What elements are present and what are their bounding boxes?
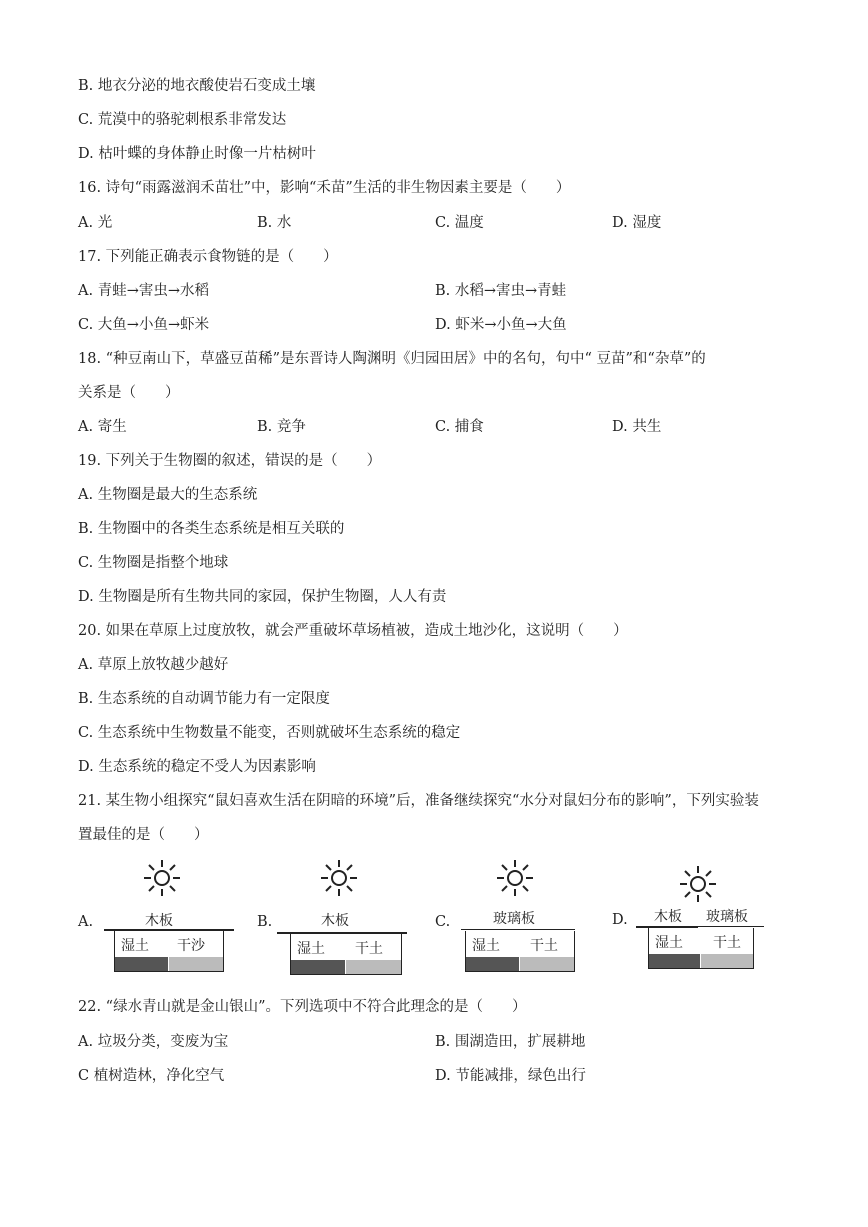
left-soil-label: 湿土	[472, 938, 500, 954]
q18-option-d: D. 共生	[612, 419, 662, 435]
figure-letter: A.	[78, 914, 94, 930]
lid-right-label: 玻璃板	[706, 909, 748, 925]
figure-letter: D.	[612, 912, 628, 928]
q20-option-a: A. 草原上放牧越少越好	[78, 657, 229, 673]
q16-stem: 16. 诗句“雨露滋润禾苗壮”中，影响“禾苗”生活的非生物因素主要是（ ）	[78, 180, 571, 196]
left-soil-label: 湿土	[121, 938, 149, 954]
figure-letter: C.	[435, 914, 451, 930]
sun-icon	[319, 858, 359, 898]
q21-figure-b	[257, 858, 427, 978]
dry-soil-strip	[346, 960, 401, 974]
dry-soil-strip	[169, 957, 223, 971]
right-soil-label: 干土	[713, 935, 741, 951]
q19-stem: 19. 下列关于生物圈的叙述，错误的是（ ）	[78, 453, 382, 469]
lid-label: 木板	[145, 913, 173, 929]
q21-figure-a	[78, 858, 248, 978]
tray	[114, 931, 224, 972]
q21-stem-line2: 置最佳的是（ ）	[78, 827, 209, 843]
q18-option-b: B. 竞争	[257, 419, 306, 435]
lid-left-label: 木板	[654, 909, 682, 925]
q17-stem: 17. 下列能正确表示食物链的是（ ）	[78, 249, 338, 265]
q19-option-c: C. 生物圈是指整个地球	[78, 555, 229, 571]
q22-option-b: B. 围湖造田，扩展耕地	[435, 1034, 586, 1050]
figure-letter: B.	[257, 914, 273, 930]
left-soil-label: 湿土	[297, 941, 325, 957]
right-soil-label: 干土	[355, 941, 383, 957]
lid-label: 玻璃板	[493, 911, 535, 927]
q18-option-c: C. 捕食	[435, 419, 484, 435]
q22-option-d: D. 节能减排，绿色出行	[435, 1068, 586, 1084]
q18-stem-line2: 关系是（ ）	[78, 385, 180, 401]
q15-option-b: B. 地衣分泌的地衣酸使岩石变成土壤	[78, 78, 316, 94]
dry-soil-strip	[520, 957, 574, 971]
right-soil-label: 干沙	[177, 938, 205, 954]
q19-option-a: A. 生物圈是最大的生态系统	[78, 487, 258, 503]
left-soil-label: 湿土	[655, 935, 683, 951]
q18-stem-line1: 18. “种豆南山下，草盛豆苗稀”是东晋诗人陶渊明《归园田居》中的名句，句中“ 豆苗”和“杂草”的	[78, 351, 706, 367]
dry-soil-strip	[701, 954, 753, 968]
q16-option-a: A. 光	[78, 215, 113, 231]
q22-stem: 22. “绿水青山就是金山银山”。下列选项中不符合此理念的是（ ）	[78, 999, 527, 1015]
q21-figure-c	[435, 858, 605, 978]
q20-stem: 20. 如果在草原上过度放牧，就会严重破坏草场植被，造成土地沙化，这说明（ ）	[78, 623, 628, 639]
sun-icon	[142, 858, 182, 898]
wet-soil-strip	[115, 957, 168, 971]
q17-option-c: C. 大鱼→小鱼→虾米	[78, 317, 210, 333]
sun-icon	[495, 858, 535, 898]
sun-icon	[678, 864, 718, 904]
right-soil-label: 干土	[530, 938, 558, 954]
tray	[648, 928, 754, 969]
lid-label: 木板	[321, 913, 349, 929]
q20-option-d: D. 生态系统的稳定不受人为因素影响	[78, 759, 316, 775]
q20-option-c: C. 生态系统中生物数量不能变，否则就破坏生态系统的稳定	[78, 725, 461, 741]
q15-option-c: C. 荒漠中的骆驼刺根系非常发达	[78, 112, 287, 128]
q19-option-b: B. 生物圈中的各类生态系统是相互关联的	[78, 521, 345, 537]
q17-option-d: D. 虾米→小鱼→大鱼	[435, 317, 567, 333]
q16-option-c: C. 温度	[435, 215, 484, 231]
q22-option-a: A. 垃圾分类，变废为宝	[78, 1034, 229, 1050]
q17-option-b: B. 水稻→害虫→青蛙	[435, 283, 567, 299]
tray	[465, 931, 575, 972]
wet-soil-strip	[291, 960, 345, 974]
q16-option-d: D. 湿度	[612, 215, 662, 231]
q21-figure-d	[612, 858, 772, 978]
q19-option-d: D. 生物圈是所有生物共同的家园，保护生物圈，人人有责	[78, 589, 447, 605]
lid-glass	[461, 929, 575, 930]
q22-option-c: C 植树造林，净化空气	[78, 1068, 225, 1084]
q18-option-a: A. 寄生	[78, 419, 127, 435]
wet-soil-strip	[649, 954, 700, 968]
q20-option-b: B. 生态系统的自动调节能力有一定限度	[78, 691, 330, 707]
q15-option-d: D. 枯叶蝶的身体静止时像一片枯树叶	[78, 146, 316, 162]
lid-glass	[698, 926, 764, 927]
q17-option-a: A. 青蛙→害虫→水稻	[78, 283, 209, 299]
wet-soil-strip	[466, 957, 519, 971]
q21-stem-line1: 21. 某生物小组探究“鼠妇喜欢生活在阴暗的环境”后，准备继续探究“水分对鼠妇分布的影响”，下列实验装	[78, 793, 759, 809]
q16-option-b: B. 水	[257, 215, 292, 231]
tray	[290, 934, 402, 975]
